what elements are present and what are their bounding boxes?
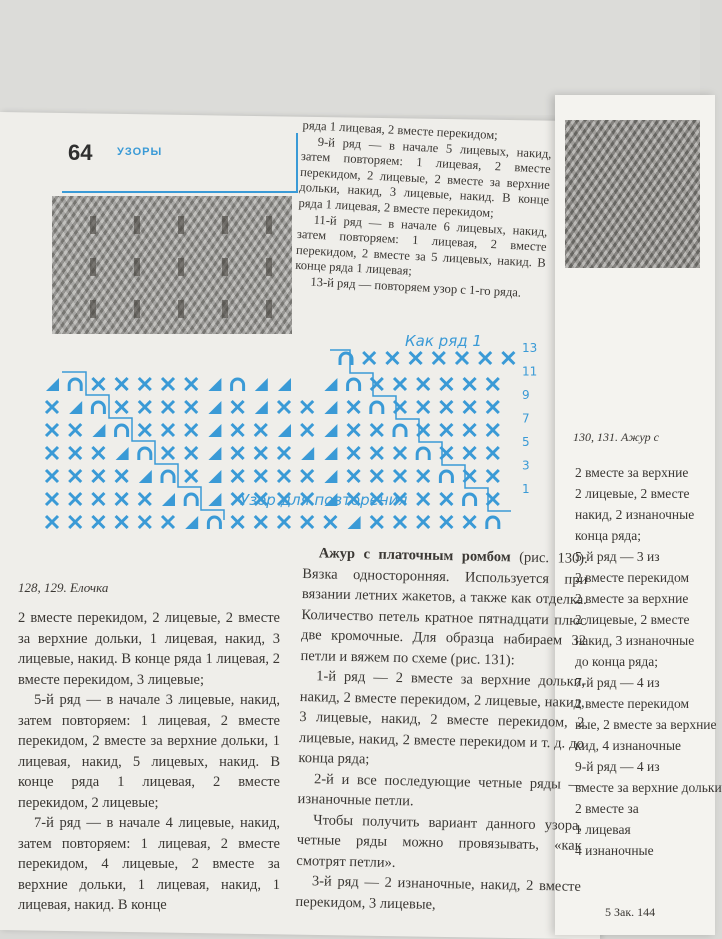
line: кид, 4 изнаночные [575,738,682,753]
knit-symbol [162,378,174,390]
yarn-over-symbol [139,448,151,460]
knit-symbol [69,447,81,459]
knit-symbol [255,424,267,436]
knit-symbol [139,378,151,390]
knit-symbol [371,470,383,482]
knit-symbol [464,424,476,436]
knit-symbol [464,447,476,459]
knit-symbol [255,470,267,482]
knit-symbol [232,470,244,482]
bottom-label: Узор для повторения [240,491,408,509]
knit-symbol [139,401,151,413]
knit-symbol [487,401,499,413]
section-heading: Ажур с платочным ромбом [318,545,511,566]
knit-symbol [464,378,476,390]
knit-symbol [301,470,313,482]
top-label: Как ряд 1 [405,332,482,350]
paragraph: 2-й и все последующие четные ряды — изнаночные петли. [297,770,584,810]
knit-symbol [324,516,336,528]
knit-symbol [278,470,290,482]
line: вые, 2 вместе за верхние [575,717,717,732]
knit-symbol [162,424,174,436]
knit-symbol [394,516,406,528]
knit-symbol [46,424,58,436]
yarn-over-symbol [440,471,452,483]
knit-symbol [301,516,313,528]
decrease-symbol [255,401,268,414]
knit-symbol [116,378,128,390]
row-number: 5 [522,435,530,449]
knit-symbol [487,378,499,390]
line: накид, 3 изнаночные [575,633,695,648]
knit-symbol [116,493,128,505]
decrease-symbol [116,447,129,460]
figure-caption: 128, 129. Елочка [18,580,109,595]
knit-symbol [185,470,197,482]
knit-symbol [348,470,360,482]
knit-symbol [487,470,499,482]
knit-symbol [46,470,58,482]
knit-symbol [417,470,429,482]
row-number: 7 [522,411,530,426]
yarn-over-symbol [69,379,81,391]
line: 7-й ряд — 4 из [575,675,660,690]
knit-symbol [139,493,151,505]
paragraph: 9-й ряд — в начале 5 лицевых, накид, затем повторяем: 1 лицевая, 2 вместе перекидом, 2 лицевые, 2 вместе за верхние дольки, накид, 3 лицевые, накид. В конце ряда 1 лицевая, 2 вместе перекидом; [298,134,552,221]
knit-symbol [440,378,452,390]
decrease-symbol [208,378,221,391]
yarn-over-symbol [162,471,174,483]
knit-symbol [394,447,406,459]
knit-symbol [92,493,104,505]
decrease-symbol [46,378,59,391]
row-number: 11 [522,364,538,379]
knit-symbol [185,447,197,459]
knit-symbol [162,401,174,413]
line: 2 лицевые, 2 вместе [575,486,690,501]
yarn-over-symbol [208,517,220,529]
knit-symbol [116,401,128,413]
knit-symbol [92,516,104,528]
far-right-column-text [575,462,722,861]
knit-symbol [185,401,197,413]
knit-symbol [46,401,58,413]
knit-symbol [440,424,452,436]
knit-symbol [433,352,445,364]
decrease-symbol [324,424,337,437]
line: накид, 2 изнаночные [575,507,695,522]
knit-symbol [440,493,452,505]
paragraph: 2 вместе перекидом, 2 лицевые, 2 вместе за верхние дольки, 1 лицевая, накид, 3 лицевые, накид. В конце ряда 1 лицевая, 2 вместе перекидом, 3 лицевые; [18,610,280,688]
knit-symbol [417,493,429,505]
line: 2 вместе за верхние [575,465,689,480]
paragraph: 3-й ряд — 2 изнаночные, накид, 2 вместе перекидом, 3 лицевые, [295,873,582,913]
knit-symbol [417,401,429,413]
line: 2 вместе перекидом [575,570,690,585]
knit-symbol [417,378,429,390]
decrease-symbol [208,470,221,483]
decrease-symbol [301,447,314,460]
knit-symbol [232,447,244,459]
row-number: 1 [522,482,530,496]
knit-symbol [278,447,290,459]
figure-caption-right: 130, 131. Ажур с [573,430,659,444]
decrease-symbol [185,516,198,529]
section-title: УЗОРЫ [117,146,163,158]
knit-symbol [116,470,128,482]
knit-symbol [348,424,360,436]
knit-symbol [92,470,104,482]
knit-symbol [371,447,383,459]
knit-symbol [162,516,174,528]
yarn-over-symbol [232,379,244,391]
knit-symbol [46,493,58,505]
footer: 5 Зак. 144 [605,905,656,919]
decrease-symbol [208,424,221,437]
paragraph: 13-й ряд — повторяем узор с 1-го ряда. [310,274,522,300]
knit-symbol [301,401,313,413]
paragraph: 7-й ряд — в начале 4 лицевые, накид, затем повторяем: 1 лицевая, 2 вместе перекидом, 4 лицевые, 2 вместе за верхние дольки, 1 лицевая, накид, 1 лицевая, накид. В конце [18,815,280,913]
knit-symbol [46,516,58,528]
knit-symbol [394,470,406,482]
knit-symbol [440,401,452,413]
knit-symbol [301,424,313,436]
knit-symbol [139,516,151,528]
knit-symbol [69,516,81,528]
knit-symbol [363,352,375,364]
line: 2 вместе за [575,801,639,816]
knit-symbol [348,447,360,459]
knit-symbol [371,516,383,528]
paragraph: 1-й ряд — 2 вместе за верхние дольки, накид, 2 вместе перекидом, 2 лицевые, накид, 3 лицевые, накид, 2 вместе перекидом, 2 лицевые, накид, 2 вместе перекидом и т. д. до конца ряда; [298,668,586,768]
decrease-symbol [324,470,337,483]
knit-symbol [464,401,476,413]
row-number: 13 [522,341,538,355]
decrease-symbol [324,447,337,460]
decrease-symbol [69,401,82,414]
knit-symbol [278,401,290,413]
decrease-symbol [278,424,291,437]
yarn-over-symbol [464,494,476,506]
knit-symbol [410,352,422,364]
knit-symbol [440,516,452,528]
yarn-over-symbol [394,425,406,437]
yarn-over-symbol [116,425,128,437]
middle-column-text [295,543,588,918]
knit-symbol [278,516,290,528]
yarn-over-symbol [371,402,383,414]
row-numbers [522,341,537,496]
knit-symbol [487,424,499,436]
yarn-over-symbol [487,517,499,529]
knit-symbol [69,470,81,482]
knit-symbol [232,401,244,413]
page-number: 64 [68,140,93,165]
yarn-over-symbol [348,379,360,391]
knit-symbol [487,447,499,459]
yarn-over-symbol [185,494,197,506]
knit-symbol [69,424,81,436]
paragraph: (рис. 130). Вязка односторонняя. Используется при вязании летних жакетов, а также как отделка. Количество петель кратное пятнадцати плюс две кромочные. Для образца набираем 32 петли и вяжем по схеме (рис. 131): [300,549,588,668]
knit-symbol [92,447,104,459]
knit-symbol [255,516,267,528]
line: вместе за верхние дольки [575,780,722,795]
knit-symbol [348,401,360,413]
knit-symbol [92,378,104,390]
line: конца ряда; [575,528,642,543]
line: 9-й ряд — 4 из [575,759,660,774]
knit-symbol [116,516,128,528]
row-number: 3 [522,458,530,473]
decrease-symbol [278,378,291,391]
knit-symbol [69,493,81,505]
line: 4 изнаночные [575,843,654,858]
decrease-symbol [208,401,221,414]
line: 2 лицевые, 2 вместе [575,612,690,627]
knit-symbol [394,378,406,390]
knit-symbol [232,424,244,436]
knit-symbol [255,447,267,459]
paragraph: ряда 1 лицевая, 2 вместе перекидом; [302,118,499,143]
decrease-symbol [92,424,105,437]
row-number: 9 [522,388,530,402]
knit-symbol [185,424,197,436]
paragraph: Чтобы получить вариант данного узора, четные ряды можно провязывать, «как смотрят петли». [296,811,583,871]
paragraph: 5-й ряд — в начале 3 лицевые, накид, затем повторяем: 1 лицевая, 2 вместе перекидом, 2 вместе за верхние дольки, 1 лицевая, накид, 5 лицевых, накид. В конце ряда 1 лицевая, 2 вместе перекидом, 2 лицевые; [18,692,280,811]
decrease-symbol [348,516,361,529]
decrease-symbol [162,493,175,506]
yarn-over-symbol [92,402,104,414]
knit-symbol [456,352,468,364]
knit-symbol [464,516,476,528]
line: 2 вместе за верхние [575,591,689,606]
knit-symbol [232,516,244,528]
decrease-symbol [208,493,221,506]
knit-symbol [502,352,514,364]
line: 1 лицевая [575,822,631,837]
decrease-symbol [324,401,337,414]
decrease-symbol [255,378,268,391]
knit-symbol [46,447,58,459]
line: 5-й ряд — 3 из [575,549,660,564]
knit-symbol [139,424,151,436]
knit-symbol [386,352,398,364]
repeat-outline [330,350,511,511]
knit-symbol [417,516,429,528]
decrease-symbol [208,447,221,460]
left-column-text [18,608,280,916]
knit-symbol [185,378,197,390]
decrease-symbol [324,378,337,391]
line: 2 вместе перекидом [575,696,690,711]
decrease-symbol [139,470,152,483]
line: до конца ряда; [575,654,659,669]
knit-symbol [162,447,174,459]
knit-symbol [479,352,491,364]
knit-symbol [371,424,383,436]
paragraph: 11-й ряд — в начале 6 лицевых, накид, затем повторяем: 1 лицевая, 2 вместе перекидом, 2 вместе за 5 лицевых, накид. В конце ряда 1 лицевая; [294,212,548,279]
yarn-over-symbol [417,448,429,460]
